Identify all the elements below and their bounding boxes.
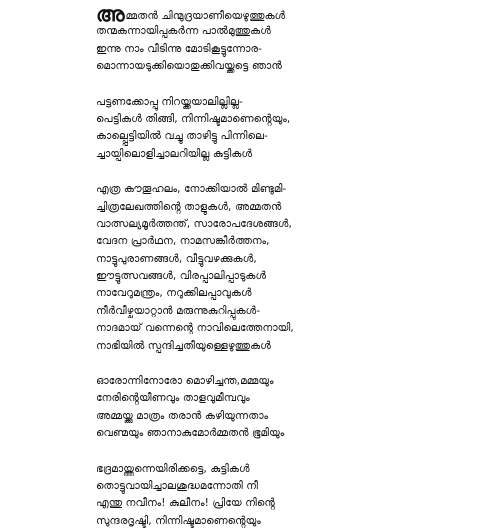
stanza-gap bbox=[96, 355, 476, 373]
poem-line: എന്തു നവീനം! കുലീനം! പ്രിയേ നിൻ്റെ bbox=[96, 497, 275, 510]
poem-line bbox=[96, 2, 476, 26]
poem-line: എത്ര കൗതൂഹലം, നോക്കിയാൽ മിണ്ടുമി- bbox=[96, 183, 287, 196]
poem-line: നീർവീഴ്ചയാറ്റാൻ മരുന്നുകുറിപ്പുകൾ- bbox=[96, 304, 261, 317]
poem-line: നേരിൻ്റെയീണവും താളവുമീമ്പവും bbox=[96, 392, 250, 405]
poem-line: നാഭിയിൽ സ്പന്ദിച്ചതീയുള്ളെഴുത്തുകൾ bbox=[96, 339, 271, 352]
poem-line: പെട്ടികൾ തിങ്ങി, നിന്നിഷ്ടമാണെൻ്റെയും, bbox=[96, 112, 291, 125]
poem-line: വേദന പ്രാർഥന, നാമസങ്കീർത്തനം, bbox=[96, 235, 270, 248]
stanza-gap bbox=[96, 163, 476, 181]
drop-cap: അ bbox=[96, 2, 125, 26]
poem-line: തന്മകന്നായിപ്പകർന്ന പാൽമുത്തുകൾ bbox=[96, 25, 271, 38]
poem-line: ഇന്നു നാം വീടിന്നു മോടികൂട്ടുന്നോര- bbox=[96, 42, 262, 55]
poem-line: നാദമായ് വന്നെന്റെ നാവിലെത്തേനായി, bbox=[96, 322, 294, 335]
poem-line: വെണ്മയും ഞാനാകുമോർമ്മതൻ ഭൂമിയും bbox=[96, 427, 285, 440]
poem-line: നാവേറുമന്ത്രം, നറുക്കിലപ്പാവുകൾ bbox=[96, 287, 252, 300]
poem-line: ഓരോന്നിനോരോ മൊഴിച്ചന്ത,മമ്മയും bbox=[96, 375, 274, 388]
poem-line: ഈട്ടുത്സവങ്ങൾ, വിരപ്പാലിപ്പാടുകൾ bbox=[96, 270, 267, 283]
poem-line: സുന്ദരദൃഷ്ടി, നിന്നിഷ്ടമാണെൻ്റെയും bbox=[96, 514, 261, 527]
poem-line: നാട്ടുപുരാണങ്ങൾ, വീട്ടുവഴക്കുകൾ, bbox=[96, 252, 257, 265]
poem-line: പട്ടണക്കോപ്പു നിറയ്ക്കയാലില്ലില്ല- bbox=[96, 95, 243, 108]
poem-line: വാത്സല്യമൂർത്തന്ത്, സാരോപദേശങ്ങൾ, bbox=[96, 217, 292, 230]
poem-line: കാല്പ്പെട്ടിയിൽ വച്ചു താഴിട്ടു പിന്നിലെ- bbox=[96, 130, 268, 143]
poem-line: തൊട്ടുവായിച്ചാലശുദ്ധമന്നോതി നീ bbox=[96, 479, 258, 492]
poem-line: ച്ചായ്പിലൊളിച്ചാലറിയില്ല കുട്ടികൾ bbox=[96, 147, 253, 160]
poem-line: ച്ചിത്രലേഖത്തിൻ്റെ താളുകൾ, അമ്മതൻ bbox=[96, 200, 282, 213]
poem-line: മൊന്നായടുക്കിയൊതുക്കിവയ്ക്കട്ടെ ഞാൻ bbox=[96, 60, 282, 73]
poem-line: ഭദ്രമായ്ത്തന്നെയിരിക്കട്ടെ, കുട്ടികൾ bbox=[96, 462, 250, 475]
poem-text bbox=[96, 2, 476, 530]
stanza-gap bbox=[96, 76, 476, 94]
stanza-gap bbox=[96, 443, 476, 461]
poem-line-text: മ്മതൻ ചിന്മുദ്രയാണീയെഴുത്തുകൾ bbox=[125, 10, 286, 22]
poem-line: അമ്മയ്ക്കു മാത്രം തരാൻ കഴിയുന്നതാം bbox=[96, 409, 269, 422]
